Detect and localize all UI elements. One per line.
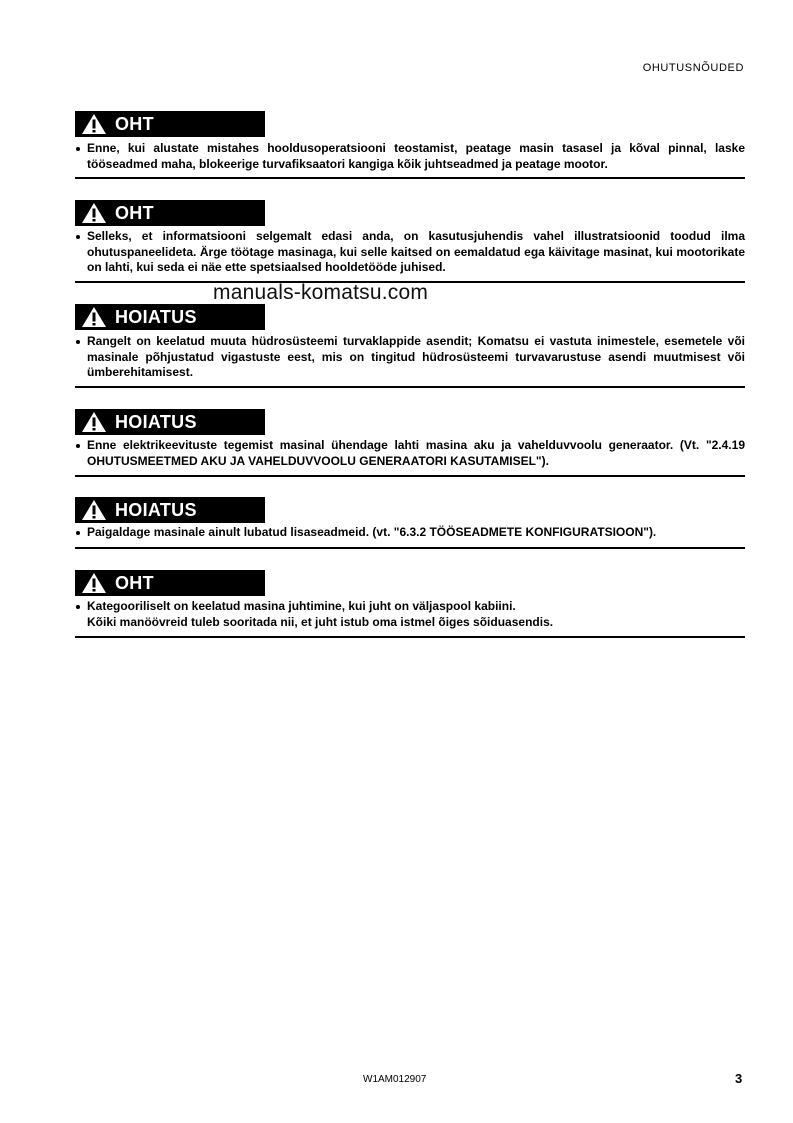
notice-level-text: HOIATUS <box>115 500 197 520</box>
notice-block-3 <box>75 304 745 381</box>
page-section-title: OHUTUSNÕUDED <box>642 62 744 74</box>
notice-block-4 <box>75 409 745 469</box>
notice-label-danger <box>75 111 265 137</box>
warning-triangle-icon <box>81 411 107 433</box>
notice-text: Kategooriliselt on keelatud masina juhtimine, kui juht on väljaspool kabiini. <box>87 599 516 613</box>
notice-bullet-item <box>75 599 745 630</box>
watermark-text: manuals-komatsu.com <box>213 281 429 304</box>
section-divider <box>75 177 745 179</box>
notice-block-2 <box>75 200 745 276</box>
notice-bullet-item <box>75 229 745 276</box>
bullet-icon <box>76 340 80 344</box>
notice-text: Rangelt on keelatud muuta hüdrosüsteemi turvaklappide asendit; Komatsu ei vastuta inimestele, esemetele või masinale põhjustatud vigastuste eest, mis on tingitud hüdrosüsteemi turvavarustuse asendi muutmisest või ümberehitamisest. <box>87 334 745 379</box>
notice-text: Paigaldage masinale ainult lubatud lisaseadmeid. (vt. "6.3.2 TÖÖSEADMETE KONFIGURATSIOON"). <box>87 525 657 539</box>
page-number: 3 <box>735 1071 743 1086</box>
notice-bullet-item <box>75 438 745 469</box>
notice-text: Enne, kui alustate mistahes hooldusoperatsiooni teostamist, peatage masin tasasel ja kõval pinnal, laske tööseadmed maha, blokeerige turvafiksaatori kangiga kõik juhtseadmed ja peatage mootor. <box>87 141 745 171</box>
notice-level-text: OHT <box>115 573 154 593</box>
bullet-icon <box>76 147 80 151</box>
section-divider <box>75 386 745 388</box>
notice-text: Enne elektrikeevituste tegemist masinal ühendage lahti masina aku ja vahelduvvoolu generaator. (Vt. "2.4.19 OHUTUSMEETMED AKU JA VAHELDUVVOOLU GENERAATORI KASUTAMISEL"). <box>87 438 745 468</box>
notice-text: Kõiki manöövreid tuleb sooritada nii, et juht istub oma istmel õiges sõiduasendis. <box>87 614 554 629</box>
section-divider <box>75 475 745 477</box>
section-divider <box>75 547 745 549</box>
warning-triangle-icon <box>81 113 107 135</box>
bullet-icon <box>76 531 80 535</box>
section-divider <box>75 636 745 638</box>
notice-label-warning <box>75 304 265 330</box>
notice-text: Selleks, et informatsiooni selgemalt edasi anda, on kasutusjuhendis vahel illustratsioonid toodud ilma ohutuspaneelideta. Ärge töötage masinaga, kui selle kaitsed on eemaldatud ega käivitage masinat, kui mootorikate on lahti, kui seda ei näe ette spetsiaalsed hooldetööde juhised. <box>87 229 745 274</box>
document-code: W1AM012907 <box>363 1074 427 1085</box>
notice-label-warning <box>75 497 265 523</box>
notice-level-text: OHT <box>115 203 154 223</box>
warning-triangle-icon <box>81 499 107 521</box>
notice-block-5 <box>75 497 745 541</box>
notice-block-1 <box>75 111 745 172</box>
notice-level-text: OHT <box>115 114 154 134</box>
notice-block-6 <box>75 570 745 630</box>
bullet-icon <box>76 444 80 448</box>
warning-triangle-icon <box>81 202 107 224</box>
notice-label-warning <box>75 409 265 435</box>
warning-triangle-icon <box>81 572 107 594</box>
notice-bullet-item <box>75 525 745 541</box>
warning-triangle-icon <box>81 306 107 328</box>
notice-bullet-item <box>75 334 745 381</box>
notice-bullet-item <box>75 141 745 172</box>
notice-level-text: HOIATUS <box>115 307 197 327</box>
bullet-icon <box>76 605 80 609</box>
notice-label-danger <box>75 570 265 596</box>
notice-level-text: HOIATUS <box>115 412 197 432</box>
bullet-icon <box>76 235 80 239</box>
notice-label-danger <box>75 200 265 226</box>
